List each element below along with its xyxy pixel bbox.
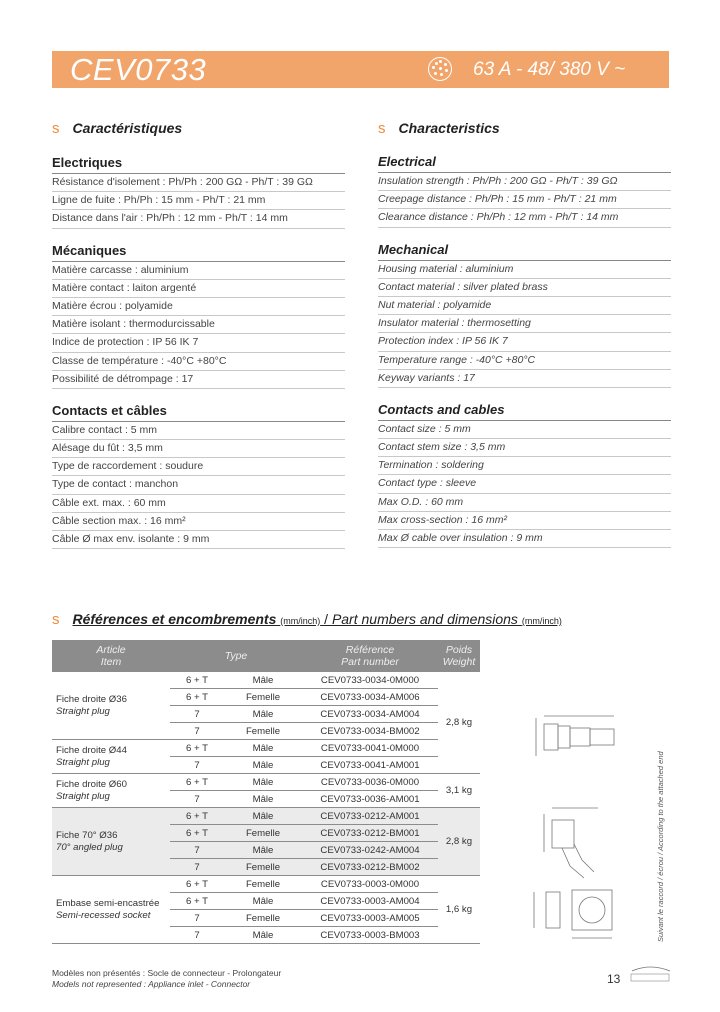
fr-mechanical-row: Matière isolant : thermodurcissable bbox=[52, 316, 345, 334]
type-cell: Mâle bbox=[224, 706, 302, 723]
article-cell bbox=[52, 774, 170, 808]
header-weight-fr: Poids bbox=[445, 644, 473, 656]
en-contacts-row: Max Ø cable over insulation : 9 mm bbox=[378, 530, 671, 548]
type-cell: Femelle bbox=[224, 825, 302, 842]
references-title-en: Part numbers and dimensions bbox=[331, 611, 518, 627]
type-cell: Femelle bbox=[224, 910, 302, 927]
type-cell: Femelle bbox=[224, 689, 302, 706]
type-cell: Mâle bbox=[224, 757, 302, 774]
contacts-cell: 6 + T bbox=[170, 893, 224, 910]
header-article-en: Item bbox=[100, 656, 122, 668]
article-name-en: Straight plug bbox=[56, 790, 110, 802]
contacts-cell: 7 bbox=[170, 791, 224, 808]
contacts-cell: 7 bbox=[170, 910, 224, 927]
en-mechanical-row: Protection index : IP 56 IK 7 bbox=[378, 333, 671, 351]
en-mechanical-title: Mechanical bbox=[378, 242, 671, 261]
ref-cell: CEV0733-0034-0M000 bbox=[302, 672, 438, 689]
type-cell: Mâle bbox=[224, 927, 302, 944]
heading-text: Characteristics bbox=[398, 120, 500, 136]
en-mechanical-row: Nut material : polyamide bbox=[378, 297, 671, 315]
title-banner bbox=[52, 51, 669, 88]
header-article bbox=[52, 640, 170, 672]
contacts-cell: 6 + T bbox=[170, 876, 224, 893]
article-name-en: Straight plug bbox=[56, 756, 110, 768]
en-contacts-title: Contacts and cables bbox=[378, 402, 671, 421]
header-type: Type bbox=[170, 640, 302, 672]
contacts-cell: 6 + T bbox=[170, 689, 224, 706]
contacts-cell: 7 bbox=[170, 842, 224, 859]
contacts-cell: 6 + T bbox=[170, 808, 224, 825]
bullet-icon: s bbox=[378, 120, 386, 137]
header-weight-en: Weight bbox=[442, 656, 476, 668]
ref-cell: CEV0733-0212-BM002 bbox=[302, 859, 438, 876]
ref-cell: CEV0733-0034-AM006 bbox=[302, 689, 438, 706]
type-cell: Femelle bbox=[224, 723, 302, 740]
heading-characteristics-en bbox=[378, 120, 500, 137]
table-row bbox=[52, 740, 480, 757]
article-name-en: 70° angled plug bbox=[56, 841, 123, 853]
heading-characteristics-fr bbox=[52, 120, 182, 137]
fr-contacts-title: Contacts et câbles bbox=[52, 403, 345, 422]
voltage-rating: 63 A - 48/ 380 V ~ bbox=[473, 59, 626, 80]
footer-note bbox=[52, 968, 281, 990]
header-article-fr: Article bbox=[96, 644, 126, 656]
article-name-fr: Fiche droite Ø36 bbox=[56, 693, 127, 705]
contacts-cell: 6 + T bbox=[170, 825, 224, 842]
table-row bbox=[52, 774, 480, 791]
en-mechanical-row: Housing material : aluminium bbox=[378, 261, 671, 279]
type-cell: Mâle bbox=[224, 740, 302, 757]
ref-cell: CEV0733-0034-BM002 bbox=[302, 723, 438, 740]
fr-characteristics bbox=[52, 155, 345, 549]
weight-cell: 1,6 kg bbox=[438, 876, 480, 944]
ref-cell: CEV0733-0242-AM004 bbox=[302, 842, 438, 859]
references-table bbox=[52, 640, 480, 944]
article-name-en: Straight plug bbox=[56, 705, 110, 717]
fr-mechanical-row: Matière carcasse : aluminium bbox=[52, 262, 345, 280]
article-cell bbox=[52, 740, 170, 774]
straight-plug-drawing bbox=[506, 708, 626, 763]
weight-cell: 2,8 kg bbox=[438, 672, 480, 774]
table-row bbox=[52, 808, 480, 825]
en-characteristics bbox=[378, 154, 671, 548]
article-name-fr: Fiche 70° Ø36 bbox=[56, 829, 118, 841]
fr-contacts-row: Câble section max. : 16 mm² bbox=[52, 513, 345, 531]
fr-mechanical-row: Possibilité de détrompage : 17 bbox=[52, 371, 345, 389]
fr-contacts-row: Type de raccordement : soudure bbox=[52, 458, 345, 476]
references-heading bbox=[52, 611, 562, 628]
en-mechanical-row: Temperature range : -40°C +80°C bbox=[378, 352, 671, 370]
fr-contacts-row: Câble ext. max. : 60 mm bbox=[52, 495, 345, 513]
unit-label: (mm/inch) bbox=[280, 616, 321, 626]
table-row bbox=[52, 876, 480, 893]
en-electrical-row: Creepage distance : Ph/Ph : 15 mm - Ph/T : 21 mm bbox=[378, 191, 671, 209]
fr-contacts-row: Câble Ø max env. isolante : 9 mm bbox=[52, 531, 345, 549]
title-separator: / bbox=[320, 611, 332, 627]
logo-icon bbox=[628, 965, 673, 985]
contacts-cell: 7 bbox=[170, 859, 224, 876]
fr-mechanical-row: Matière écrou : polyamide bbox=[52, 298, 345, 316]
ref-cell: CEV0733-0034-AM004 bbox=[302, 706, 438, 723]
type-cell: Mâle bbox=[224, 672, 302, 689]
fr-mechanical-row: Matière contact : laiton argenté bbox=[52, 280, 345, 298]
angled-plug-drawing bbox=[536, 800, 616, 890]
table-row bbox=[52, 672, 480, 689]
article-name-fr: Fiche droite Ø60 bbox=[56, 778, 127, 790]
article-cell bbox=[52, 672, 170, 740]
fr-electrical-title: Electriques bbox=[52, 155, 345, 174]
socket-drawing bbox=[520, 880, 625, 950]
pin-layout-icon bbox=[428, 57, 452, 81]
ref-cell: CEV0733-0041-AM001 bbox=[302, 757, 438, 774]
table-header-row bbox=[52, 640, 480, 672]
en-contacts-row: Contact type : sleeve bbox=[378, 475, 671, 493]
contacts-cell: 7 bbox=[170, 927, 224, 944]
en-contacts-row: Max O.D. : 60 mm bbox=[378, 494, 671, 512]
fr-contacts-row: Type de contact : manchon bbox=[52, 476, 345, 494]
ref-cell: CEV0733-0212-BM001 bbox=[302, 825, 438, 842]
ref-cell: CEV0733-0003-AM004 bbox=[302, 893, 438, 910]
contacts-cell: 7 bbox=[170, 757, 224, 774]
article-cell bbox=[52, 876, 170, 944]
en-contacts-row: Contact stem size : 3,5 mm bbox=[378, 439, 671, 457]
fr-mechanical-row: Classe de température : -40°C +80°C bbox=[52, 353, 345, 371]
contacts-cell: 7 bbox=[170, 723, 224, 740]
side-note-text: Suivant le raccord / écrou / According to the attached end bbox=[656, 751, 665, 942]
type-cell: Femelle bbox=[224, 876, 302, 893]
type-cell: Mâle bbox=[224, 808, 302, 825]
en-mechanical-row: Contact material : silver plated brass bbox=[378, 279, 671, 297]
side-note bbox=[656, 752, 670, 942]
en-contacts-row: Contact size : 5 mm bbox=[378, 421, 671, 439]
product-code: CEV0733 bbox=[70, 52, 207, 87]
fr-electrical-row: Distance dans l'air : Ph/Ph : 12 mm - Ph/T : 14 mm bbox=[52, 210, 345, 228]
en-electrical-row: Clearance distance : Ph/Ph : 12 mm - Ph/T : 14 mm bbox=[378, 209, 671, 227]
fr-electrical-row: Ligne de fuite : Ph/Ph : 15 mm - Ph/T : 21 mm bbox=[52, 192, 345, 210]
weight-cell: 3,1 kg bbox=[438, 774, 480, 808]
article-name-en: Semi-recessed socket bbox=[56, 909, 151, 921]
fr-mechanical-row: Indice de protection : IP 56 IK 7 bbox=[52, 334, 345, 352]
contacts-cell: 6 + T bbox=[170, 774, 224, 791]
type-cell: Mâle bbox=[224, 893, 302, 910]
fr-contacts-row: Alésage du fût : 3,5 mm bbox=[52, 440, 345, 458]
ref-cell: CEV0733-0036-0M000 bbox=[302, 774, 438, 791]
ref-cell: CEV0733-0003-AM005 bbox=[302, 910, 438, 927]
type-cell: Mâle bbox=[224, 791, 302, 808]
footer-fr: Modèles non présentés : Socle de connecteur - Prolongateur bbox=[52, 968, 282, 978]
weight-cell: 2,8 kg bbox=[438, 808, 480, 876]
en-mechanical-row: Keyway variants : 17 bbox=[378, 370, 671, 388]
fr-electrical-row: Résistance d'isolement : Ph/Ph : 200 GΩ - Ph/T : 39 GΩ bbox=[52, 174, 345, 192]
bullet-icon: s bbox=[52, 120, 60, 137]
en-contacts-row: Termination : soldering bbox=[378, 457, 671, 475]
fr-contacts-row: Calibre contact : 5 mm bbox=[52, 422, 345, 440]
bullet-icon: s bbox=[52, 611, 60, 628]
contacts-cell: 6 + T bbox=[170, 672, 224, 689]
en-electrical-row: Insulation strength : Ph/Ph : 200 GΩ - Ph/T : 39 GΩ bbox=[378, 173, 671, 191]
header-ref-en: Part number bbox=[341, 656, 399, 668]
ref-cell: CEV0733-0003-BM003 bbox=[302, 927, 438, 944]
en-electrical-title: Electrical bbox=[378, 154, 671, 173]
ref-cell: CEV0733-0036-AM001 bbox=[302, 791, 438, 808]
references-title-fr: Références et encombrements bbox=[72, 611, 277, 627]
type-cell: Femelle bbox=[224, 859, 302, 876]
contacts-cell: 6 + T bbox=[170, 740, 224, 757]
en-contacts-row: Max cross-section : 16 mm² bbox=[378, 512, 671, 530]
ref-cell: CEV0733-0003-0M000 bbox=[302, 876, 438, 893]
page-number: 13 bbox=[607, 972, 621, 986]
ref-cell: CEV0733-0041-0M000 bbox=[302, 740, 438, 757]
article-cell bbox=[52, 808, 170, 876]
header-ref-fr: Référence bbox=[345, 644, 395, 656]
article-name-fr: Fiche droite Ø44 bbox=[56, 744, 127, 756]
type-cell: Mâle bbox=[224, 774, 302, 791]
type-cell: Mâle bbox=[224, 842, 302, 859]
header-weight bbox=[438, 640, 480, 672]
en-mechanical-row: Insulator material : thermosetting bbox=[378, 315, 671, 333]
contacts-cell: 7 bbox=[170, 706, 224, 723]
header-reference bbox=[302, 640, 438, 672]
article-name-fr: Embase semi-encastrée bbox=[56, 897, 160, 909]
footer-en: Models not represented : Appliance inlet - Connector bbox=[52, 979, 251, 989]
ref-cell: CEV0733-0212-AM001 bbox=[302, 808, 438, 825]
heading-text: Caractéristiques bbox=[72, 120, 183, 136]
unit-label: (mm/inch) bbox=[521, 616, 562, 626]
fr-mechanical-title: Mécaniques bbox=[52, 243, 345, 262]
